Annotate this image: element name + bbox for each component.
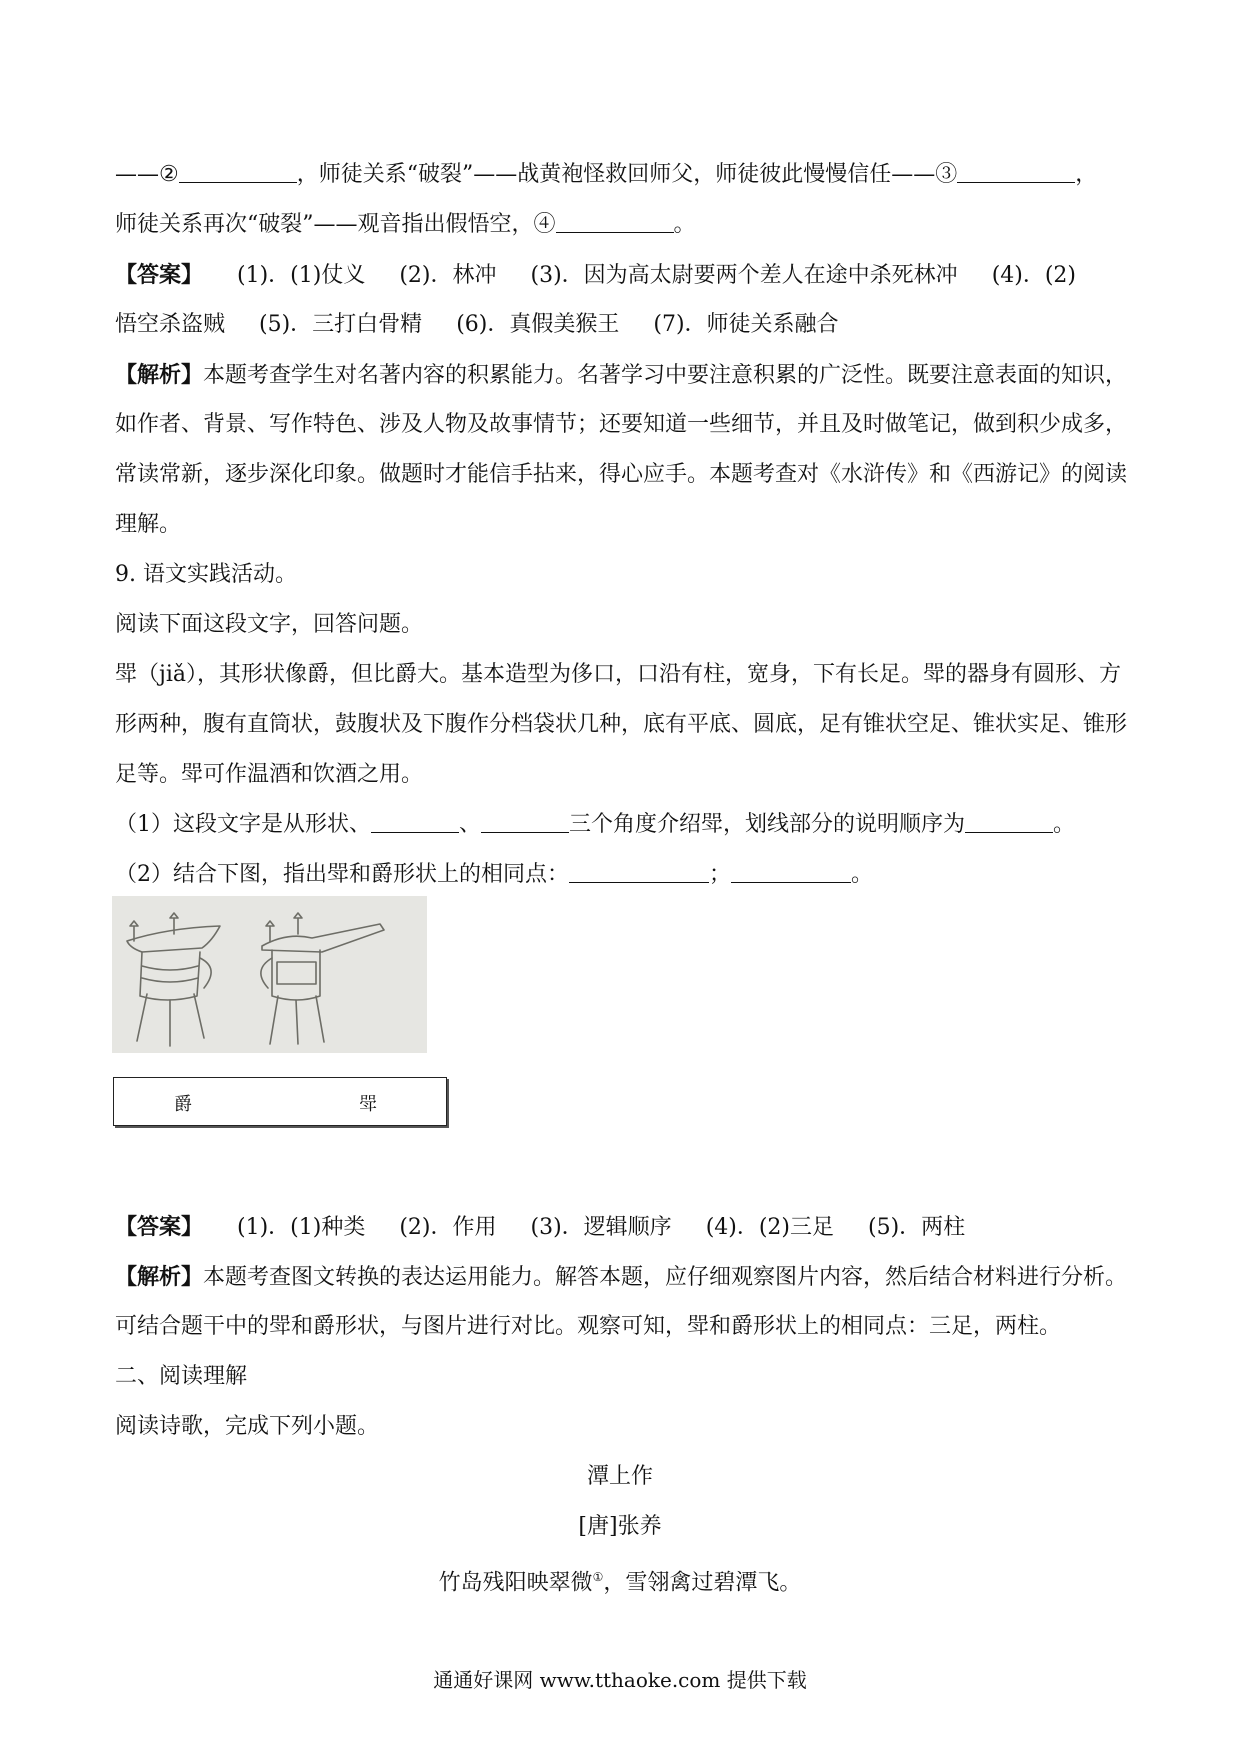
caption-jia: 斝 (359, 1094, 377, 1115)
q8-line2-part2: 。 (673, 212, 696, 237)
answer-item: (3)．逻辑顺序 (530, 1215, 672, 1240)
q8-analysis-line4: 理解。 (115, 512, 182, 537)
answer-item: (1)．(1)仗义 (237, 263, 366, 288)
answer-blank-4[interactable] (569, 862, 709, 883)
q9-instruction: 阅读下面这段文字，回答问题。 (115, 612, 424, 637)
q9-sub1-part1: （1）这段文字是从形状、 (115, 812, 371, 837)
q8-analysis-line2: 如作者、背景、写作特色、涉及人物及故事情节；还要知道一些细节，并且及时做笔记，做到积少成多， (115, 412, 1128, 437)
q9-sub1 (115, 810, 1075, 840)
q8-line1 (115, 160, 1097, 190)
pillar-right-2 (294, 913, 302, 934)
answer-item: (5)．三打白骨精 (259, 312, 423, 337)
q8-analysis-line3: 常读常新，逐步深化印象。做题时才能信手拈来，得心应手。本题考查对《水浒传》和《西游记》的阅读 (115, 462, 1128, 487)
vessel-illustration (112, 896, 427, 1053)
answer-item: (1)．(1)种类 (237, 1215, 366, 1240)
q9-title: 9. 语文实践活动。 (115, 562, 297, 587)
answer-blank-3[interactable] (957, 162, 1075, 183)
q9-sub1-part4: 。 (1053, 812, 1076, 837)
q8-line1-part1: ——② (115, 162, 179, 187)
footnote-marker: ① (592, 1570, 604, 1584)
analysis-tag: 【解析】 (115, 362, 204, 388)
answer-tag: 【答案】 (115, 1214, 204, 1240)
q8-line2-part1: 师徒关系再次“破裂”——观音指出假悟空，④ (115, 212, 556, 237)
answer-blank-2[interactable] (179, 162, 297, 183)
section-heading: 二、阅读理解 (115, 1364, 248, 1389)
answer-item: (3)．因为高太尉要两个差人在途中杀死林冲 (530, 263, 958, 288)
q9-para-line1: 斝（jiǎ），其形状像爵，但比爵大。基本造型为侈口，口沿有柱，宽身，下有长足。斝的器身有圆形、方 (115, 662, 1121, 687)
q8-analysis-line1 (115, 360, 1127, 391)
vessel-drawing (112, 896, 427, 1053)
answer-item: (7)．师徒关系融合 (653, 312, 839, 337)
q9-analysis-line1 (115, 1262, 1127, 1293)
answer-item: 悟空杀盗贼 (115, 312, 226, 337)
answer-item: (2)．林冲 (399, 263, 497, 288)
pillar-right-1 (266, 921, 274, 942)
poem-author: [唐]张养 (578, 1514, 662, 1539)
q9-sub2-part1: （2）结合下图，指出斝和爵形状上的相同点： (115, 862, 569, 887)
section-instruction: 阅读诗歌，完成下列小题。 (115, 1414, 380, 1439)
q9-sub2 (115, 860, 873, 890)
q8-answer-line2 (115, 310, 839, 340)
q8-line1-part3: ， (1075, 162, 1098, 187)
answer-blank-4[interactable] (556, 212, 674, 233)
q9-para-line3: 足等。斝可作温酒和饮酒之用。 (115, 762, 424, 787)
q8-line1-part2: ，师徒关系“破裂”——战黄袍怪救回师父，师徒彼此慢慢信任——③ (296, 162, 958, 187)
q9-answer (115, 1212, 965, 1243)
page-footer: 通通好课网 www.tthaoke.com 提供下载 (433, 1668, 807, 1692)
analysis-text: 本题考查图文转换的表达运用能力。解答本题，应仔细观察图片内容，然后结合材料进行分析。 (203, 1265, 1128, 1290)
q9-sub1-part2: 、 (459, 812, 482, 837)
caption-jue: 爵 (174, 1094, 192, 1115)
answer-item: (6)．真假美猴王 (456, 312, 620, 337)
figure-caption-box (113, 1077, 447, 1126)
analysis-tag: 【解析】 (115, 1264, 204, 1290)
poem-title: 潭上作 (586, 1464, 653, 1489)
q9-para-line2: 形两种，腹有直筒状，鼓腹状及下腹作分档袋状几种，底有平底、圆底，足有锥状空足、锥状实足、锥形 (115, 712, 1128, 737)
answer-item: (5)．两柱 (868, 1215, 966, 1240)
q9-sub2-part3: 。 (851, 862, 874, 887)
poem-line-1-part-b: ，雪翎禽过碧潭飞。 (603, 1570, 802, 1596)
answer-blank-1[interactable] (371, 812, 459, 833)
q9-analysis-line2: 可结合题干中的斝和爵形状，与图片进行对比。观察可知，斝和爵形状上的相同点：三足，两柱。 (115, 1314, 1062, 1339)
answer-blank-3[interactable] (965, 812, 1053, 833)
answer-blank-5[interactable] (731, 862, 851, 883)
answer-blank-2[interactable] (481, 812, 569, 833)
q8-answer-line1 (115, 260, 1076, 291)
answer-item: (4)．(2) (991, 263, 1077, 288)
analysis-text: 本题考查学生对名著内容的积累能力。名著学习中要注意积累的广泛性。既要注意表面的知识， (203, 363, 1128, 388)
q9-sub2-part2: ； (709, 862, 732, 887)
answer-item: (4)．(2)三足 (705, 1215, 835, 1240)
answer-item: (2)．作用 (399, 1215, 497, 1240)
q8-line2 (115, 210, 696, 240)
poem-line-1 (0, 1562, 1240, 1598)
q9-sub1-part3: 三个角度介绍斝，划线部分的说明顺序为 (569, 812, 966, 837)
poem-line-1-part-a: 竹岛残阳映翠微 (438, 1570, 593, 1596)
answer-tag: 【答案】 (115, 262, 204, 288)
